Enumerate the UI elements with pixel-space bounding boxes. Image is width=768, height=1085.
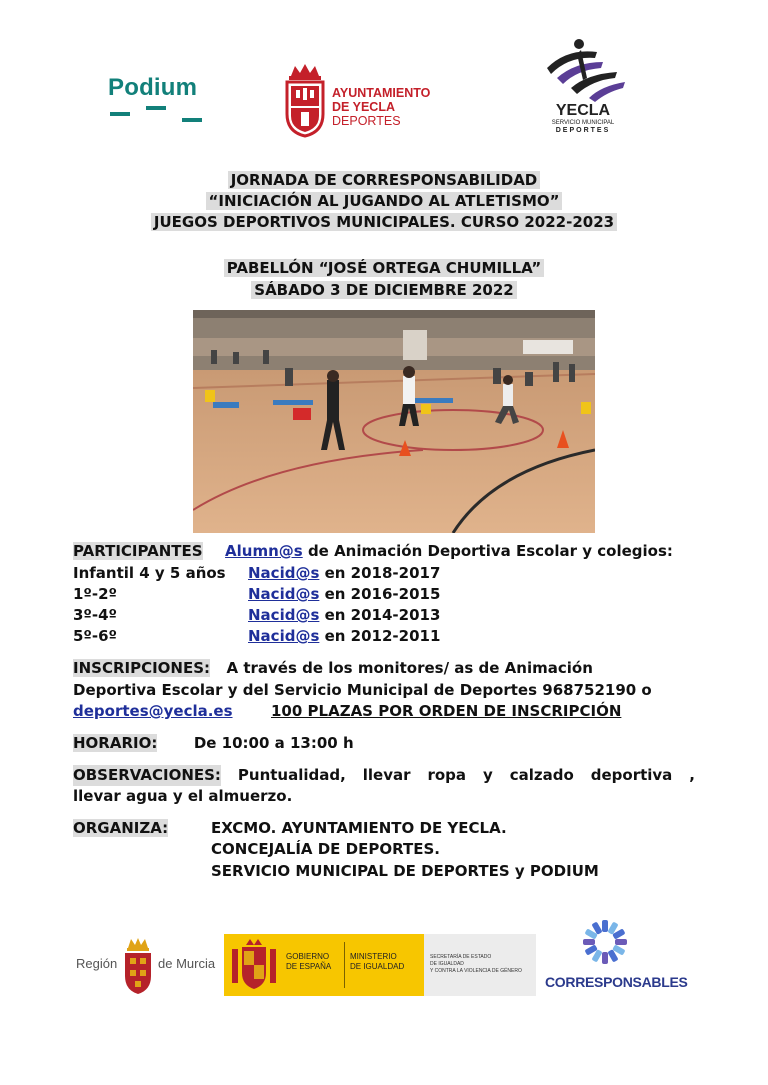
event-photo [193,310,595,533]
date-line: SÁBADO 3 DE DICIEMBRE 2022 [0,280,768,301]
alumnos-link[interactable]: Alumn@s [225,542,303,560]
group-label: 1º-2º [73,585,118,603]
observaciones-label: OBSERVACIONES: [73,766,221,784]
participantes-label: PARTICIPANTES [73,542,203,560]
inscripciones-line [73,658,593,679]
podium-logo [108,74,208,126]
observaciones-word: calzado [509,766,574,784]
group-label: 3º-4º [73,606,118,624]
observaciones-word: llevar [362,766,411,784]
inscripciones-text: A través de los monitores/ as de Animación [226,659,593,677]
organiza-line: CONCEJALÍA DE DEPORTES. [211,840,440,858]
yecla-servicio-deportes-logo [537,38,631,134]
yecla-coat-of-arms-icon [283,64,327,138]
secretaria-line: DE IGUALDAD [430,961,464,967]
divider [344,942,345,988]
corresponsables-star-icon [581,918,629,966]
venue-line: PABELLÓN “JOSÉ ORTEGA CHUMILLA” [0,258,768,279]
email-link[interactable]: deportes@yecla.es [73,702,233,720]
horario-value: De 10:00 a 13:00 h [193,734,354,752]
secretaria-line: SECRETARÍA DE ESTADO [430,954,492,960]
participantes-row [73,584,441,605]
event-title-line: “INICIACIÓN AL JUGANDO AL ATLETISMO” [0,191,768,212]
spain-coat-of-arms-icon [230,939,278,991]
observaciones-line [73,765,695,786]
nacidos-link[interactable]: Nacid@s [248,564,320,582]
podium-dash [146,106,166,110]
observaciones-word: ropa [427,766,467,784]
corresponsables-text: CORRESPONSABLES [545,974,688,990]
nacidos-link[interactable]: Nacid@s [248,627,320,645]
podium-dash [110,112,130,116]
ayuntamiento-line: AYUNTAMIENTO [332,86,431,100]
sports-hall-photo [193,310,595,533]
participantes-line [73,541,673,562]
organiza-label: ORGANIZA: [73,819,169,837]
ayuntamiento-line: DE YECLA [332,100,395,114]
gobierno-text [286,952,331,972]
runner-emblem-icon [537,38,631,102]
event-title-line: JUEGOS DEPORTIVOS MUNICIPALES. CURSO 2022-2023 [0,212,768,233]
observaciones-word: Puntualidad, [237,766,346,784]
observaciones-text: llevar agua y el almuerzo. [73,787,293,805]
secretaria-text [430,954,522,975]
participantes-row [73,626,441,647]
observaciones-word: , [689,766,695,784]
ministerio-line: DE IGUALDAD [350,962,405,971]
yecla-logo-sub: SERVICIO MUNICIPAL [551,120,615,126]
participantes-row [73,605,441,626]
horario-line [73,733,354,754]
group-label: Infantil 4 y 5 años [73,564,226,582]
ministerio-text [350,952,404,972]
gobierno-line: DE ESPAÑA [286,962,332,971]
participantes-text: de Animación Deportiva Escolar y colegios: [302,542,673,560]
nacidos-link[interactable]: Nacid@s [248,606,320,624]
corresponsables-logo [545,918,688,996]
inscripciones-contact-line [73,701,621,722]
organiza-line: SERVICIO MUNICIPAL DE DEPORTES y PODIUM [211,862,599,880]
observaciones-word: deportiva [590,766,673,784]
region-text: de Murcia [158,956,216,971]
inscripciones-label: INSCRIPCIONES: [73,659,211,677]
observaciones-word: y [482,766,493,784]
inscripciones-text: Deportiva Escolar y del Servicio Municipal de Deportes 968752190 o [73,681,652,699]
nacidos-link[interactable]: Nacid@s [248,585,320,603]
birth-years: en 2012-2011 [319,627,441,645]
organiza-line: EXCMO. AYUNTAMIENTO DE YECLA. [211,819,507,837]
yecla-logo-name: YECLA [555,102,611,119]
podium-logo-text: Podium [108,74,198,101]
event-title-line: JORNADA DE CORRESPONSABILIDAD [0,170,768,191]
podium-dash [182,118,202,122]
birth-years: en 2014-2013 [319,606,441,624]
ayuntamiento-yecla-logo [283,64,443,138]
birth-years: en 2016-2015 [319,585,441,603]
horario-label: HORARIO: [73,734,158,752]
gobierno-espana-logo [224,934,536,996]
birth-years: en 2018-2017 [319,564,441,582]
organiza-label-line [73,818,168,839]
region-text: Región [76,956,118,971]
yecla-logo-sub: DEPORTES [555,127,611,134]
group-label: 5º-6º [73,627,118,645]
region-murcia-logo [76,936,222,996]
murcia-coat-of-arms-icon [122,936,154,996]
plazas-text: 100 PLAZAS POR ORDEN DE INSCRIPCIÓN [271,702,622,720]
participantes-row [73,563,441,584]
ayuntamiento-logo-text [332,86,430,128]
secretaria-line: Y CONTRA LA VIOLENCIA DE GÉNERO [430,968,522,974]
ministerio-line: MINISTERIO [350,952,397,961]
ayuntamiento-line: DEPORTES [332,114,401,128]
gobierno-line: GOBIERNO [286,952,330,961]
